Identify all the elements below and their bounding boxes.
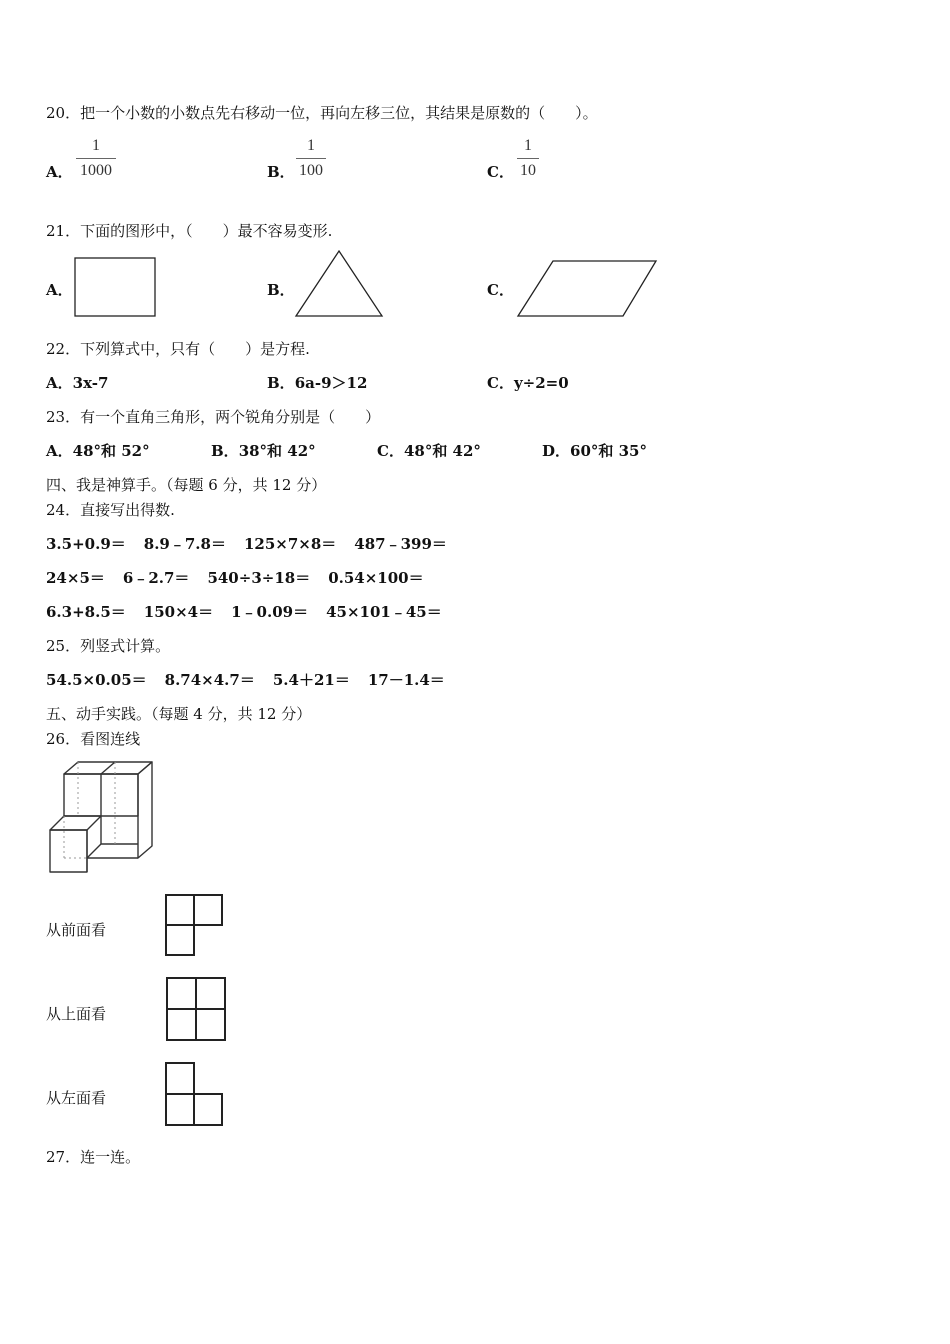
option-value: 38°和 42°	[238, 442, 316, 460]
left-view-figure	[164, 1061, 226, 1129]
question-21: 21．下面的图形中，（ ）最不容易变形.	[46, 222, 333, 240]
calc-item: 17－1.4＝	[367, 671, 445, 689]
question-26: 26．看图连线	[46, 730, 141, 748]
question-27: 27．连一连。	[46, 1148, 141, 1166]
calc-item: 3.5+0.9＝	[46, 535, 126, 553]
calc-item: 487﹣399＝	[354, 535, 447, 553]
q20-option-c-fraction	[517, 136, 539, 181]
option-label: D．	[542, 442, 571, 460]
question-23: 23．有一个直角三角形，两个锐角分别是（ ）	[46, 408, 381, 426]
question-22: 22．下列算式中，只有（ ）是方程.	[46, 340, 310, 358]
option-label: A．	[46, 374, 73, 392]
view-label-top: 从上面看	[46, 1005, 107, 1023]
calc-item: 6﹣2.7＝	[122, 569, 190, 587]
view-label-left: 从左面看	[46, 1089, 107, 1107]
triangle-shape	[294, 250, 386, 320]
option-value: 6a-9＞12	[294, 374, 368, 392]
q20-option-c-label: C．	[487, 163, 514, 181]
cube-stack-illustration	[46, 760, 158, 876]
fraction-denominator: 10	[520, 162, 536, 179]
option-label: C．	[487, 374, 514, 392]
q23-option-c	[377, 440, 481, 461]
calc-item: 8.9﹣7.8＝	[143, 535, 226, 553]
option-label: A．	[46, 442, 73, 460]
view-label-front: 从前面看	[46, 921, 107, 939]
calc-item: 540÷3÷18＝	[207, 569, 311, 587]
q21-option-b-label: B．	[267, 281, 295, 299]
calc-item: 8.74×4.7＝	[164, 671, 255, 689]
calc-item: 125×7×8＝	[243, 535, 337, 553]
section-4-title: 四、我是神算手。（每题 6 分，共 12 分）	[46, 476, 327, 494]
question-24: 24．直接写出得数.	[46, 501, 175, 519]
question-25: 25．列竖式计算。	[46, 637, 171, 655]
rectangle-shape	[74, 257, 158, 319]
q25-items	[46, 669, 463, 690]
fraction-numerator: 1	[92, 137, 100, 154]
q22-option-b	[267, 372, 367, 393]
option-value: 48°和 52°	[72, 442, 150, 460]
q23-option-d	[542, 440, 647, 461]
q20-option-b-label: B．	[267, 163, 295, 181]
q21-option-c-label: C．	[487, 281, 514, 299]
option-value: y÷2=0	[513, 374, 569, 392]
calc-item: 6.3+8.5＝	[46, 603, 126, 621]
question-20: 20．把一个小数的小数点先右移动一位，再向左移三位，其结果是原数的（ ）。	[46, 104, 598, 122]
fraction-numerator: 1	[524, 137, 532, 154]
option-label: B．	[211, 442, 239, 460]
top-view-figure	[165, 976, 229, 1044]
calc-item: 5.4＋21＝	[272, 671, 350, 689]
front-view-figure	[164, 893, 226, 959]
fraction-bar	[76, 158, 116, 159]
q21-option-a-label: A．	[46, 281, 73, 299]
fraction-denominator: 100	[299, 162, 323, 179]
fraction-bar	[517, 158, 539, 159]
calc-item: 1﹣0.09＝	[231, 603, 309, 621]
q22-option-a	[46, 372, 108, 393]
section-5-title: 五、动手实践。（每题 4 分，共 12 分）	[46, 705, 312, 723]
fraction-numerator: 1	[307, 137, 315, 154]
calc-item: 24×5＝	[46, 569, 105, 587]
option-label: B．	[267, 374, 295, 392]
q22-option-c	[487, 372, 569, 393]
option-value: 60°和 35°	[570, 442, 647, 460]
calc-item: 150×4＝	[143, 603, 214, 621]
fraction-bar	[296, 158, 326, 159]
option-value: 48°和 42°	[403, 442, 481, 460]
q20-option-a-label: A．	[46, 163, 73, 181]
q24-row-1	[46, 533, 465, 554]
q23-option-a	[46, 440, 150, 461]
calc-item: 54.5×0.05＝	[46, 671, 147, 689]
parallelogram-shape	[516, 259, 660, 319]
fraction-denominator: 1000	[80, 162, 112, 179]
q24-row-3	[46, 601, 460, 622]
q24-row-2	[46, 567, 442, 588]
q23-option-b	[211, 440, 316, 461]
calc-item: 0.54×100＝	[328, 569, 424, 587]
q20-option-a-fraction	[76, 136, 116, 181]
q20-option-b-fraction	[296, 136, 326, 181]
calc-item: 45×101﹣45＝	[326, 603, 442, 621]
option-value: 3x-7	[72, 374, 109, 392]
option-label: C．	[377, 442, 404, 460]
